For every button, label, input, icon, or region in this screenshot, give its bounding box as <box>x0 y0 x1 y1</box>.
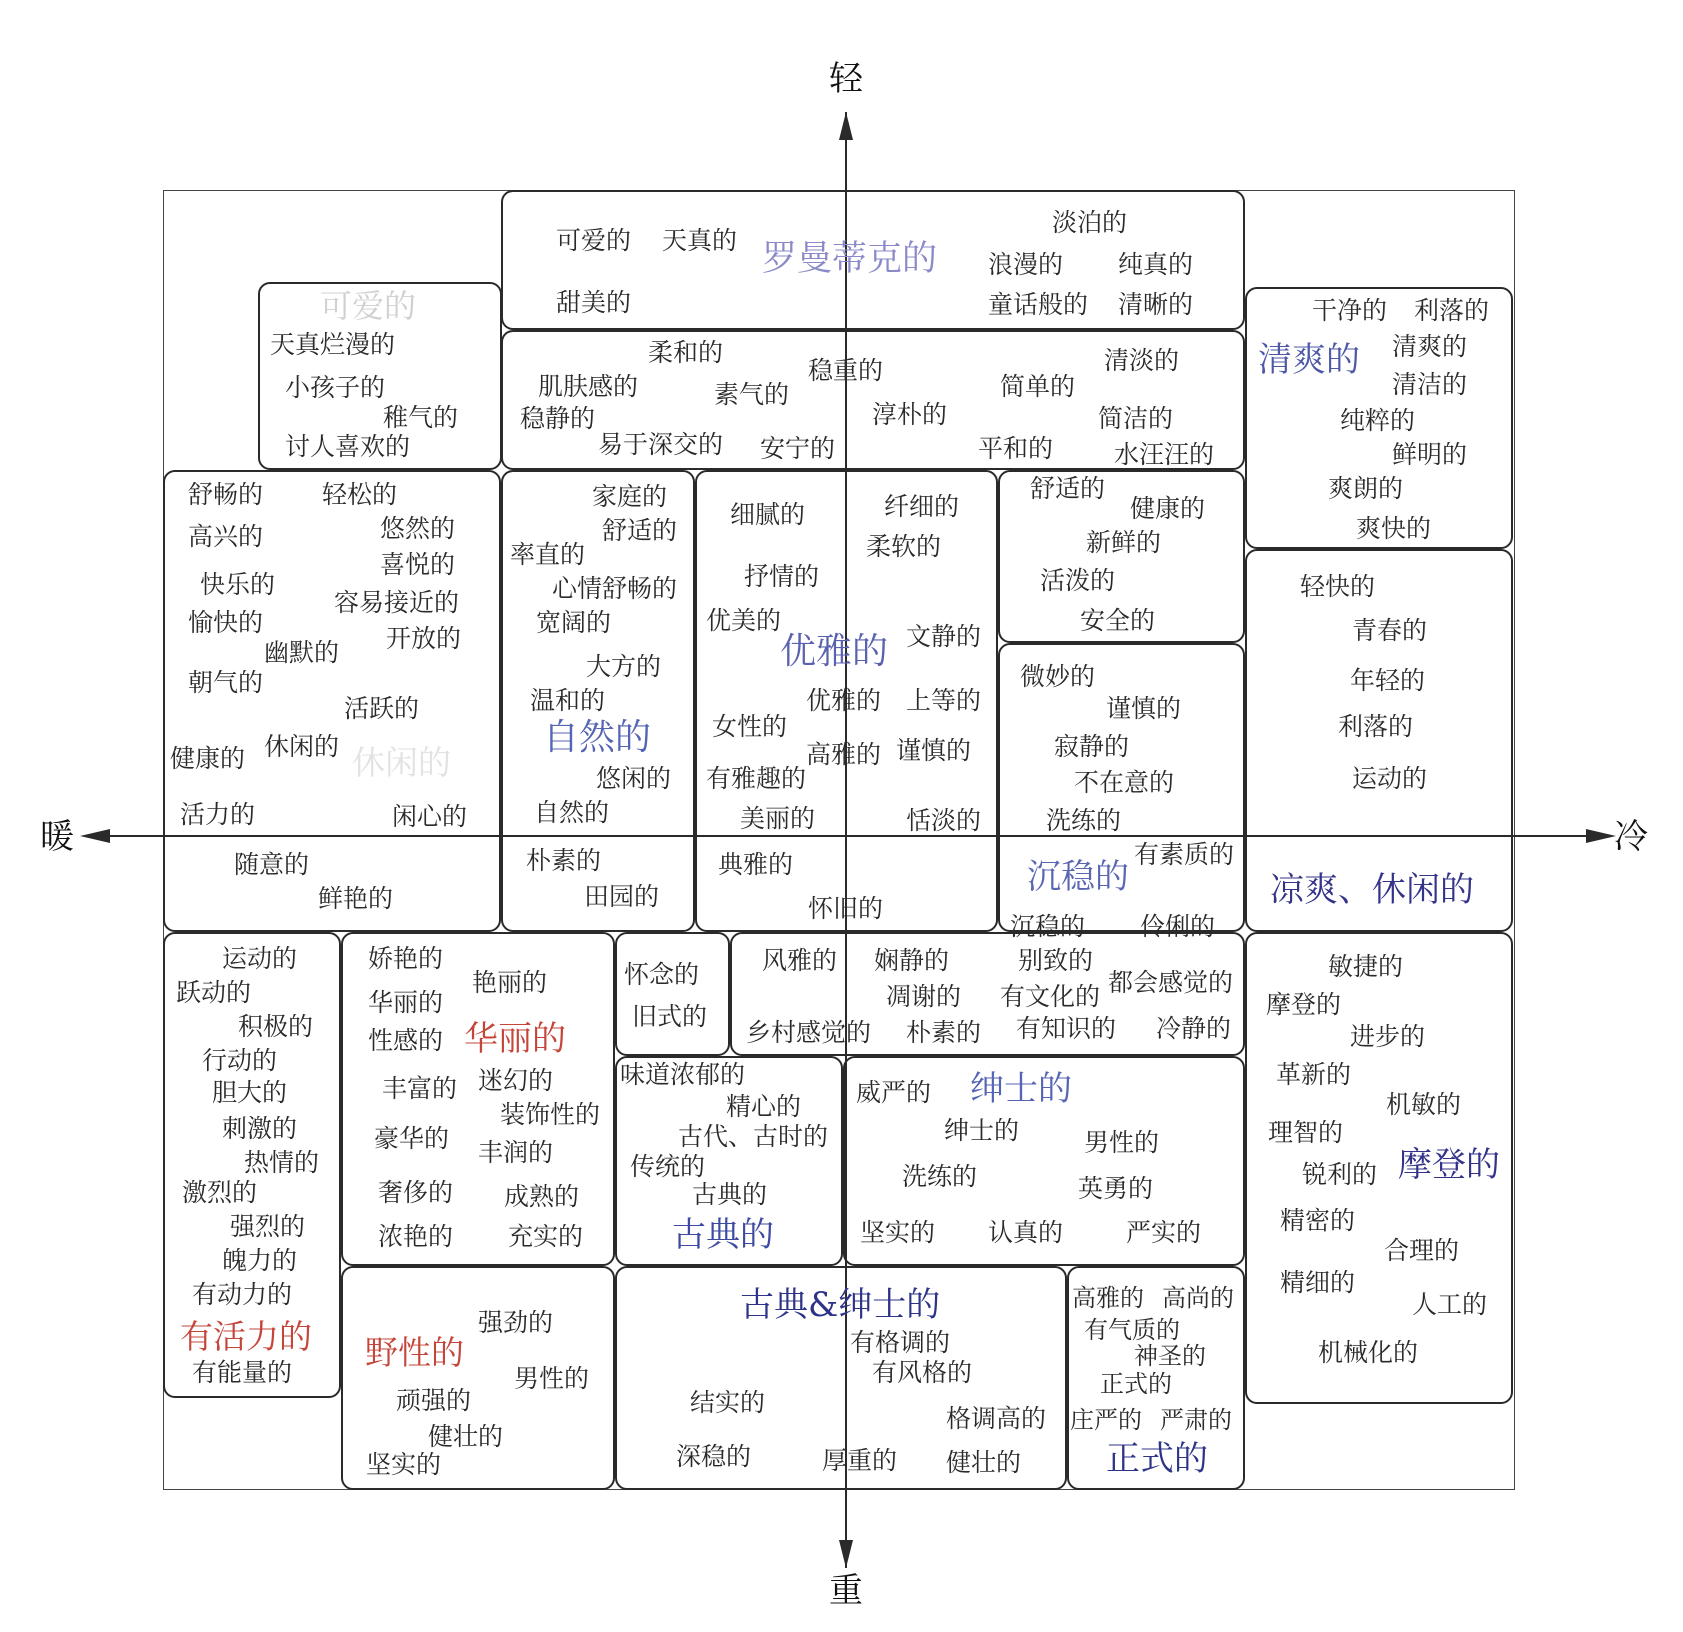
word: 厚重的 <box>822 1446 898 1475</box>
word: 恬淡的 <box>906 806 982 835</box>
word: 优美的 <box>706 606 782 635</box>
group-title-formal: 正式的 <box>1106 1439 1208 1479</box>
word: 强烈的 <box>230 1212 306 1241</box>
word: 愉快的 <box>188 608 264 637</box>
word: 运动的 <box>222 944 298 973</box>
word: 有风格的 <box>872 1358 973 1387</box>
word: 华丽的 <box>368 988 444 1017</box>
group-title-cool-casual: 凉爽、休闲的 <box>1270 870 1474 910</box>
word: 怀念的 <box>624 960 700 989</box>
word: 容易接近的 <box>334 588 460 617</box>
group-title-casual: 休闲的 <box>352 743 451 782</box>
group-title-romantic: 罗曼蒂克的 <box>762 239 938 279</box>
word: 丰润的 <box>478 1138 554 1167</box>
word: 刺激的 <box>222 1114 298 1143</box>
word: 精细的 <box>1280 1268 1356 1297</box>
word: 可爱的 <box>556 226 632 255</box>
word: 轻快的 <box>1300 572 1376 601</box>
word: 有文化的 <box>1000 982 1101 1011</box>
word: 娴静的 <box>874 946 950 975</box>
word: 干净的 <box>1312 296 1388 325</box>
word: 不在意的 <box>1074 768 1175 797</box>
word: 悠然的 <box>380 514 456 543</box>
word: 纯真的 <box>1118 250 1194 279</box>
word: 寂静的 <box>1054 732 1130 761</box>
word: 强劲的 <box>478 1308 554 1337</box>
word: 进步的 <box>1350 1022 1426 1051</box>
axis-label-heavy: 重 <box>829 1571 863 1611</box>
group-title-classic-gentleman: 古典&绅士的 <box>740 1285 941 1325</box>
word: 讨人喜欢的 <box>285 432 411 461</box>
word: 洗练的 <box>1046 806 1122 835</box>
word: 舒畅的 <box>188 480 264 509</box>
word: 伶俐的 <box>1140 912 1216 941</box>
word: 优雅的 <box>806 686 882 715</box>
word: 纤细的 <box>884 492 960 521</box>
word: 细腻的 <box>730 500 806 529</box>
word: 性感的 <box>368 1026 444 1055</box>
word: 人工的 <box>1412 1290 1488 1319</box>
word: 天真烂漫的 <box>270 330 396 359</box>
word: 谨慎的 <box>896 736 972 765</box>
word: 女性的 <box>712 712 788 741</box>
group-title-wild: 野性的 <box>365 1333 464 1372</box>
word: 有格调的 <box>850 1328 951 1357</box>
word: 冷静的 <box>1156 1014 1232 1043</box>
word: 迷幻的 <box>478 1066 554 1095</box>
word: 怀旧的 <box>808 894 884 923</box>
word: 沉稳的 <box>1010 912 1086 941</box>
word: 积极的 <box>238 1012 314 1041</box>
group-title-gentleman: 绅士的 <box>970 1069 1072 1109</box>
word: 跃动的 <box>176 978 252 1007</box>
word: 行动的 <box>202 1046 278 1075</box>
word: 闲心的 <box>392 802 468 831</box>
word: 锐利的 <box>1302 1160 1378 1189</box>
word: 健康的 <box>1130 494 1206 523</box>
word: 充实的 <box>508 1222 584 1251</box>
word: 装饰性的 <box>500 1100 601 1129</box>
word: 都会感觉的 <box>1108 968 1234 997</box>
group-title-childlike: 可爱的 <box>320 287 417 325</box>
word: 古代、古时的 <box>678 1122 829 1151</box>
group-title-natural: 自然的 <box>543 717 652 758</box>
word: 精心的 <box>726 1092 802 1121</box>
word: 朴素的 <box>906 1018 982 1047</box>
axis-label-warm: 暖 <box>40 817 74 857</box>
word: 正式的 <box>1100 1370 1172 1398</box>
word: 健壮的 <box>946 1448 1022 1477</box>
word: 严实的 <box>1126 1218 1202 1247</box>
word: 旧式的 <box>632 1002 708 1031</box>
word: 新鲜的 <box>1086 528 1162 557</box>
word: 美丽的 <box>740 804 816 833</box>
word: 摩登的 <box>1266 990 1342 1019</box>
word: 稳重的 <box>808 356 884 385</box>
word: 活力的 <box>180 800 256 829</box>
word: 童话般的 <box>988 290 1089 319</box>
word: 理智的 <box>1268 1118 1344 1147</box>
axis-label-cool: 冷 <box>1614 817 1648 857</box>
group-title-fresh: 清爽的 <box>1258 340 1360 380</box>
word: 艳丽的 <box>472 968 548 997</box>
word: 快乐的 <box>200 570 276 599</box>
word: 鲜明的 <box>1392 440 1468 469</box>
word: 乡村感觉的 <box>746 1018 872 1047</box>
word: 运动的 <box>1352 764 1428 793</box>
word: 谨慎的 <box>1106 694 1182 723</box>
word: 舒适的 <box>1030 474 1106 503</box>
word: 格调高的 <box>946 1404 1047 1433</box>
word: 轻松的 <box>322 480 398 509</box>
word: 机敏的 <box>1386 1090 1462 1119</box>
word: 革新的 <box>1276 1060 1352 1089</box>
word: 简单的 <box>1000 372 1076 401</box>
word: 顽强的 <box>396 1386 472 1415</box>
word: 年轻的 <box>1350 666 1426 695</box>
word: 洗练的 <box>902 1162 978 1191</box>
word: 凋谢的 <box>886 982 962 1011</box>
word: 机械化的 <box>1318 1338 1419 1367</box>
word: 奢侈的 <box>378 1178 454 1207</box>
word: 威严的 <box>856 1078 932 1107</box>
word: 心情舒畅的 <box>552 574 678 603</box>
word: 温和的 <box>530 686 606 715</box>
word: 自然的 <box>534 798 610 827</box>
word: 淡泊的 <box>1052 208 1128 237</box>
word: 结实的 <box>690 1388 766 1417</box>
word: 田园的 <box>584 882 660 911</box>
group-title-calm: 沉稳的 <box>1027 857 1129 897</box>
word: 上等的 <box>906 686 982 715</box>
word: 柔软的 <box>866 532 942 561</box>
word: 宽阔的 <box>536 608 612 637</box>
word: 男性的 <box>514 1364 590 1393</box>
word: 清晰的 <box>1118 290 1194 319</box>
word: 水汪汪的 <box>1114 440 1215 469</box>
word: 激烈的 <box>182 1178 258 1207</box>
word: 活跃的 <box>344 694 420 723</box>
word: 青春的 <box>1352 616 1428 645</box>
word: 坚实的 <box>366 1450 442 1479</box>
word: 稳静的 <box>520 404 596 433</box>
word: 热情的 <box>244 1148 320 1177</box>
word: 丰富的 <box>382 1074 458 1103</box>
word: 鲜艳的 <box>318 884 394 913</box>
word: 悠闲的 <box>596 764 672 793</box>
arrow-down-icon <box>839 1540 853 1568</box>
word: 合理的 <box>1384 1236 1460 1265</box>
word: 小孩子的 <box>285 373 386 402</box>
word: 大方的 <box>586 652 662 681</box>
word: 爽朗的 <box>1328 474 1404 503</box>
word: 高雅的 <box>1072 1284 1144 1312</box>
word: 健康的 <box>170 744 246 773</box>
arrow-right-icon <box>1586 829 1616 843</box>
word: 有动力的 <box>192 1280 293 1309</box>
word: 敏捷的 <box>1328 952 1404 981</box>
group-title-modern: 摩登的 <box>1398 1145 1500 1185</box>
word: 喜悦的 <box>380 550 456 579</box>
word: 深稳的 <box>676 1442 752 1471</box>
word: 传统的 <box>630 1152 706 1181</box>
word: 微妙的 <box>1020 662 1096 691</box>
word: 绅士的 <box>944 1116 1020 1145</box>
word: 清洁的 <box>1392 370 1468 399</box>
word: 朴素的 <box>526 846 602 875</box>
word: 典雅的 <box>718 850 794 879</box>
word: 朝气的 <box>188 668 264 697</box>
word: 味道浓郁的 <box>620 1060 746 1089</box>
word: 开放的 <box>386 624 462 653</box>
word: 有气质的 <box>1084 1316 1180 1344</box>
word: 甜美的 <box>556 288 632 317</box>
word: 精密的 <box>1280 1206 1356 1235</box>
word: 纯粹的 <box>1340 406 1416 435</box>
group-title-vivid: 有活力的 <box>180 1317 312 1356</box>
word: 易于深交的 <box>598 430 724 459</box>
word: 古典的 <box>692 1180 768 1209</box>
word: 男性的 <box>1084 1128 1160 1157</box>
word: 舒适的 <box>602 516 678 545</box>
word: 娇艳的 <box>368 944 444 973</box>
word: 成熟的 <box>504 1182 580 1211</box>
word: 幽默的 <box>264 638 340 667</box>
word: 安全的 <box>1080 606 1156 635</box>
word: 柔和的 <box>648 338 724 367</box>
word: 高兴的 <box>188 522 264 551</box>
word: 高雅的 <box>806 740 882 769</box>
arrow-up-icon <box>839 112 853 140</box>
group-title-elegant: 优雅的 <box>780 631 889 672</box>
word: 清淡的 <box>1104 346 1180 375</box>
word: 清爽的 <box>1392 332 1468 361</box>
word: 稚气的 <box>383 403 459 432</box>
word: 高尚的 <box>1162 1284 1234 1312</box>
word: 浪漫的 <box>988 250 1064 279</box>
word: 魄力的 <box>222 1246 298 1275</box>
word: 简洁的 <box>1098 404 1174 433</box>
word: 浓艳的 <box>378 1222 454 1251</box>
word: 坚实的 <box>860 1218 936 1247</box>
word: 休闲的 <box>264 732 340 761</box>
word: 随意的 <box>234 850 310 879</box>
word: 肌肤感的 <box>538 372 639 401</box>
word: 率直的 <box>510 540 586 569</box>
word: 活泼的 <box>1040 566 1116 595</box>
word: 安宁的 <box>760 434 836 463</box>
group-title-gorgeous: 华丽的 <box>464 1019 566 1059</box>
word: 神圣的 <box>1134 1342 1206 1370</box>
word: 利落的 <box>1338 712 1414 741</box>
axis-label-light: 轻 <box>829 59 863 99</box>
word: 利落的 <box>1414 296 1490 325</box>
word: 有能量的 <box>192 1358 293 1387</box>
word: 严肃的 <box>1160 1406 1232 1434</box>
word: 淳朴的 <box>872 400 948 429</box>
word: 素气的 <box>714 380 790 409</box>
word: 平和的 <box>978 434 1054 463</box>
word: 有知识的 <box>1016 1014 1117 1043</box>
word: 爽快的 <box>1356 514 1432 543</box>
word: 认真的 <box>988 1218 1064 1247</box>
word: 风雅的 <box>762 946 838 975</box>
word: 抒情的 <box>744 562 820 591</box>
word: 有雅趣的 <box>706 764 807 793</box>
word: 有素质的 <box>1134 840 1235 869</box>
word: 家庭的 <box>592 482 668 511</box>
word: 胆大的 <box>212 1078 288 1107</box>
group-title-classic: 古典的 <box>672 1215 774 1255</box>
word: 文静的 <box>906 622 982 651</box>
word: 别致的 <box>1018 946 1094 975</box>
arrow-left-icon <box>80 829 110 843</box>
word: 健壮的 <box>428 1422 504 1451</box>
word: 庄严的 <box>1070 1406 1142 1434</box>
word: 豪华的 <box>374 1124 450 1153</box>
word: 英勇的 <box>1078 1174 1154 1203</box>
word: 天真的 <box>662 226 738 255</box>
